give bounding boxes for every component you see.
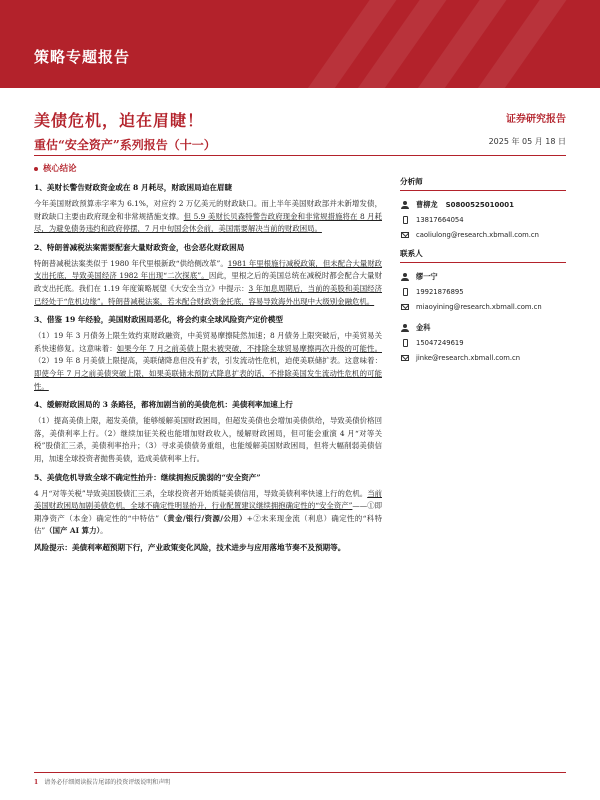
contact-email[interactable]: miaoyining@research.xbmall.com.cn	[416, 302, 542, 311]
person-icon	[401, 324, 409, 332]
report-type: 证券研究报告	[506, 114, 566, 125]
section-paragraph-3: （1）19 年 3 月债务上限生效约束财政融资，中美贸易摩擦陡然加速；8 月债务上限突破后，中美贸易关系快速修复。这意味着：如果今年 7 月之前美债上限未被突破，不排除全球贸易摩擦再次升级的可能性。（2）19 年 8 月美债上限提高，美联储降息但没有扩表，引发流动性危机，迫使美联储扩表。这意味着：即使今年 7 月之前美债突破上限，如果美联储未预防式降息扩表的话，不排除美国发生流动性危机的可能性。	[34, 331, 382, 391]
contacts-heading: 联系人	[400, 248, 566, 263]
analyst-email[interactable]: caoliulong@research.xbmall.com.cn	[416, 230, 539, 239]
mail-icon	[401, 232, 409, 238]
section-paragraph-2: 特朗普减税法案类似于 1980 年代里根新政“供给侧改革”。1981 年里根施行减税政策，但未配合大量财政支出托底，导致美国经济 1982 年出现“二次探底”。因此，里根之后的美国总统在减税时都会配合大量财政支出托底。我们在 1.19 年度策略展望《大安全当立》中提示：3 年加息周期后，当前的美股和美国经济已经处于“危机边缘”。特朗普减税法案，若未配合财政资金托底，容易导致海外出现中大级别金融危机。	[34, 258, 382, 306]
person-icon	[401, 273, 409, 281]
title-divider	[34, 155, 566, 156]
contact-phone: 15047249619	[416, 338, 464, 347]
footer-disclaimer: 请务必仔细阅读报告尾部的投资评级说明和声明	[44, 779, 171, 786]
author-sidebar	[400, 176, 566, 371]
mail-icon	[401, 355, 409, 361]
person-icon	[401, 201, 409, 209]
analyst-phone: 13817664054	[416, 215, 464, 224]
report-subtitle: 重估“安全资产”系列报告（十一）	[34, 138, 216, 152]
section-paragraph-4: （1）提高美债上限，超发美债，能够缓解美国财政困局，但超发美债也会增加美债供给，导致美债价格回落，美债利率上行。（2）继续加征关税也能增加财政收入，缓解财政困局，但可能会重演 4 月“对等关税”股债汇三杀，美债利率抬升；（3）寻求美债债务重组，也能缓解美国财政困局，但将大幅削弱美债信用，加速全球投资者抛售美债，造成美债利率上行。	[34, 416, 382, 463]
section-heading-4: 4、缓解财政困局的 3 条路径，都将加剧当前的美债危机：美债利率加速上行	[34, 400, 293, 410]
core-conclusion-heading: 核心结论	[34, 162, 382, 174]
section-heading-5: 5、美债危机导致全球不确定性抬升：继续拥抱反脆弱的“安全资产”	[34, 472, 261, 482]
section-heading-3: 3、借鉴 19 年经验，美国财政困局恶化，将会约束全球风险资产定价模型	[34, 315, 283, 325]
section-heading-2: 2、特朗普减税法案需要配套大量财政资金，也会恶化财政困局	[34, 242, 245, 252]
risk-warning: 风险提示：美债利率超预期下行，产业政策变化风险，技术进步与应用落地节奏不及预期等。	[34, 542, 346, 552]
analyst-heading: 分析师	[400, 176, 566, 191]
banner-title: 策略专题报告	[34, 48, 131, 66]
page-number: 1	[34, 779, 39, 786]
phone-icon	[403, 339, 408, 347]
section-paragraph-1: 今年美国财政预算赤字率为 6.1%，对应约 2 万亿美元的财政缺口。而上半年美国财政部并未新增发债，财政缺口主要由政府现金和非常规措施支撑。但 5.9 美财长贝森特警告政府现金和非常规措施将在 8 月耗尽，为避免债务违约和政府停摆，7 月中旬国会休会前，美国需要解决当前的财政困局。	[34, 199, 382, 234]
bullet-icon	[34, 167, 38, 171]
contact-card	[400, 320, 566, 365]
main-content	[34, 162, 382, 554]
section-heading-1: 1、美财长警告财政资金或在 8 月耗尽，财政困局迫在眉睫	[34, 183, 233, 192]
report-date: 2025 年 05 月 18 日	[488, 137, 566, 146]
analyst-card	[400, 197, 566, 242]
contact-card	[400, 269, 566, 314]
analyst-name: 曹柳龙	[416, 199, 438, 209]
contact-email[interactable]: jinke@research.xbmall.com.cn	[416, 353, 521, 362]
phone-icon	[403, 288, 408, 296]
report-title: 美债危机，迫在眉睫！	[34, 111, 205, 130]
phone-icon	[403, 216, 408, 224]
header-banner	[0, 0, 600, 88]
contact-phone: 19921876895	[416, 287, 464, 296]
page-footer	[34, 772, 566, 786]
section-paragraph-5: 4 月“对等关税”导致美国股债汇三杀，全球投资者开始质疑美债信用，导致美债利率快速上行的危机。当前美国财政困局加剧美债危机，全球不确定性明显抬升，行业配置建议继续拥抱确定性的“安全资产”——①即期净资产（本金）确定性的“中特估”（黄金/银行/资源/公用）+②未来现金流（利息）确定性的“科特估”（国产 AI 算力）。	[34, 488, 382, 536]
analyst-cert: S0800525010001	[445, 200, 514, 209]
contact-name: 缪一宁	[416, 271, 438, 281]
contact-name: 金科	[416, 322, 431, 332]
mail-icon	[401, 304, 409, 310]
